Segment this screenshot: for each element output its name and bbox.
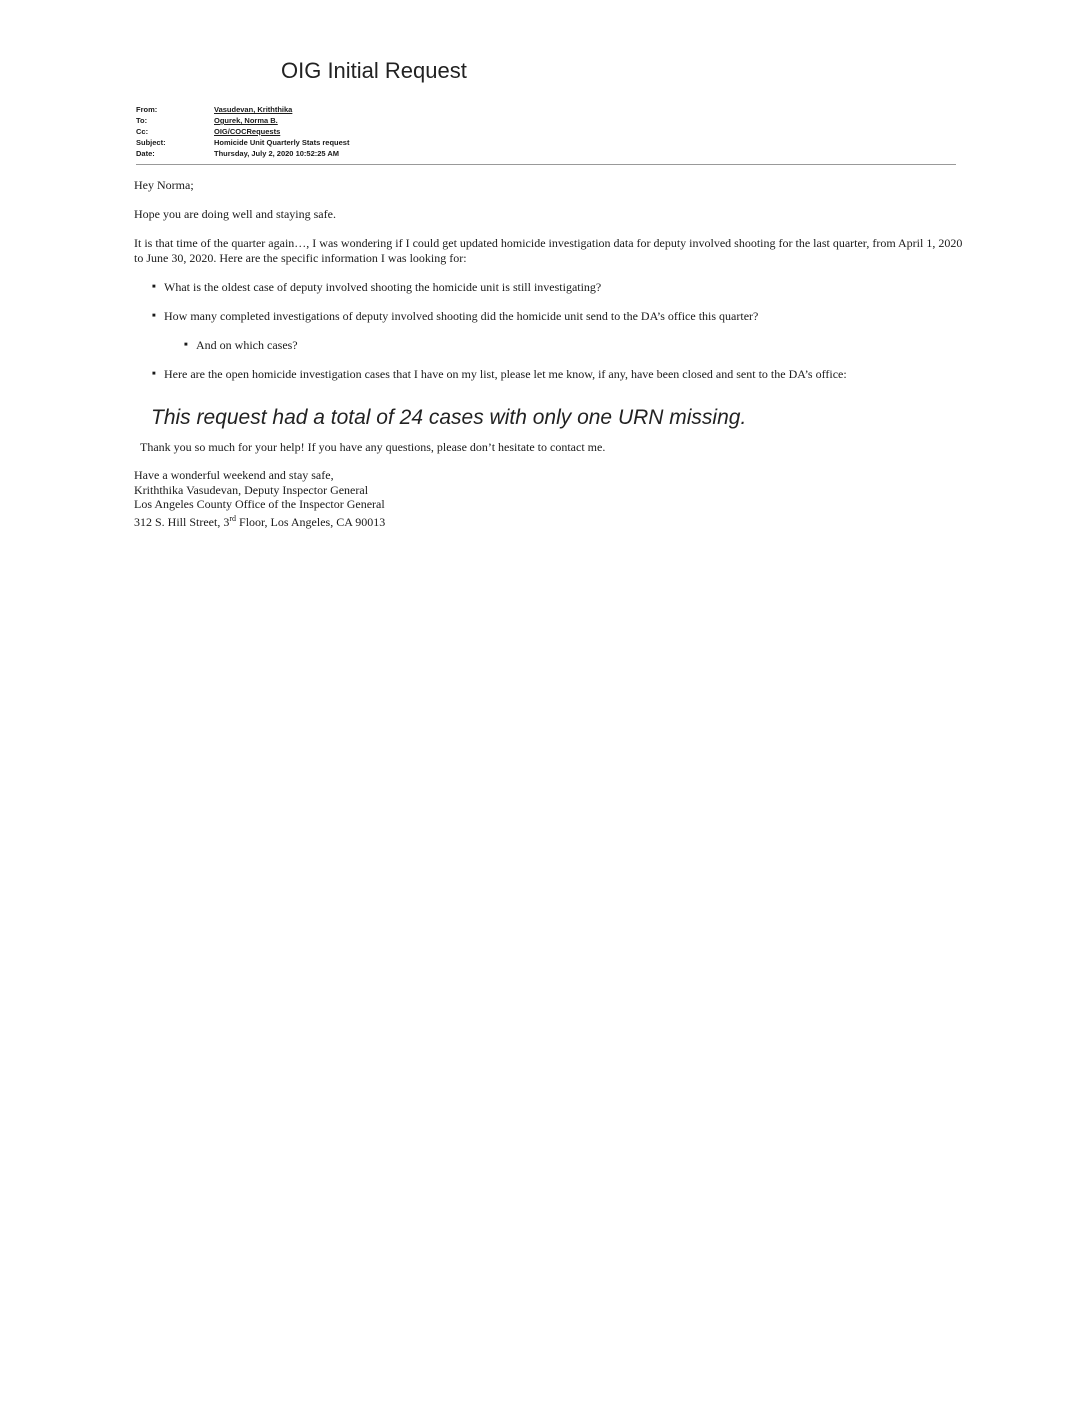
date-value: Thursday, July 2, 2020 10:52:25 AM	[214, 149, 340, 158]
subject-label: Subject:	[136, 138, 166, 147]
email-headers	[136, 104, 349, 159]
list-item: ■ How many completed investigations of deputy involved shooting did the homicide unit send to the DA’s office this quarter?	[134, 309, 964, 324]
email-body	[134, 178, 964, 396]
to-value[interactable]: Ogurek, Norma B.	[214, 116, 278, 125]
header-cc-row	[136, 126, 349, 137]
date-label: Date:	[136, 149, 155, 158]
cc-label: Cc:	[136, 127, 149, 136]
list-item-nested: ■ And on which cases?	[134, 338, 964, 353]
paragraph-1: Hope you are doing well and staying safe.	[134, 207, 336, 221]
to-label: To:	[136, 116, 148, 125]
header-to-row	[136, 115, 349, 126]
from-value[interactable]: Vasudevan, Kriththika	[214, 105, 293, 114]
from-label: From:	[136, 105, 158, 114]
address-part: 312 S. Hill Street, 3	[134, 514, 230, 529]
address-part: Floor, Los Angeles, CA 90013	[236, 514, 386, 529]
signature-block	[134, 468, 385, 529]
list-item: ■ What is the oldest case of deputy involved shooting the homicide unit is still investigating?	[134, 280, 964, 295]
signature-line: Los Angeles County Office of the Inspector General	[134, 497, 385, 511]
request-list	[134, 280, 964, 382]
signature-line: Kriththika Vasudevan, Deputy Inspector General	[134, 482, 369, 497]
page-title: OIG Initial Request	[281, 58, 467, 83]
paragraph-2: It is that time of the quarter again…, I was wondering if I could get updated homicide investigation data for deputy involved shooting for the last quarter, from April 1, 2020 to June 30, 2020. Here are the specific information I was looking for:	[134, 236, 963, 265]
signature-address	[134, 512, 385, 530]
thanks-line: Thank you so much for your help! If you have any questions, please don’t hesitate to contact me.	[140, 440, 606, 454]
header-date-row	[136, 148, 349, 159]
greeting: Hey Norma;	[134, 178, 194, 192]
subject-value: Homicide Unit Quarterly Stats request	[214, 138, 350, 147]
header-divider	[136, 164, 956, 165]
list-item: ■ Here are the open homicide investigation cases that I have on my list, please let me know, if any, have been closed and sent to the DA’s office:	[134, 367, 964, 382]
header-subject-row	[136, 137, 349, 148]
annotation-note: This request had a total of 24 cases with only one URN missing.	[151, 406, 747, 429]
address-superscript: rd	[229, 513, 237, 523]
header-from-row	[136, 104, 349, 115]
signature-line: Have a wonderful weekend and stay safe,	[134, 468, 334, 482]
cc-value[interactable]: OIG/COCRequests	[214, 127, 281, 136]
